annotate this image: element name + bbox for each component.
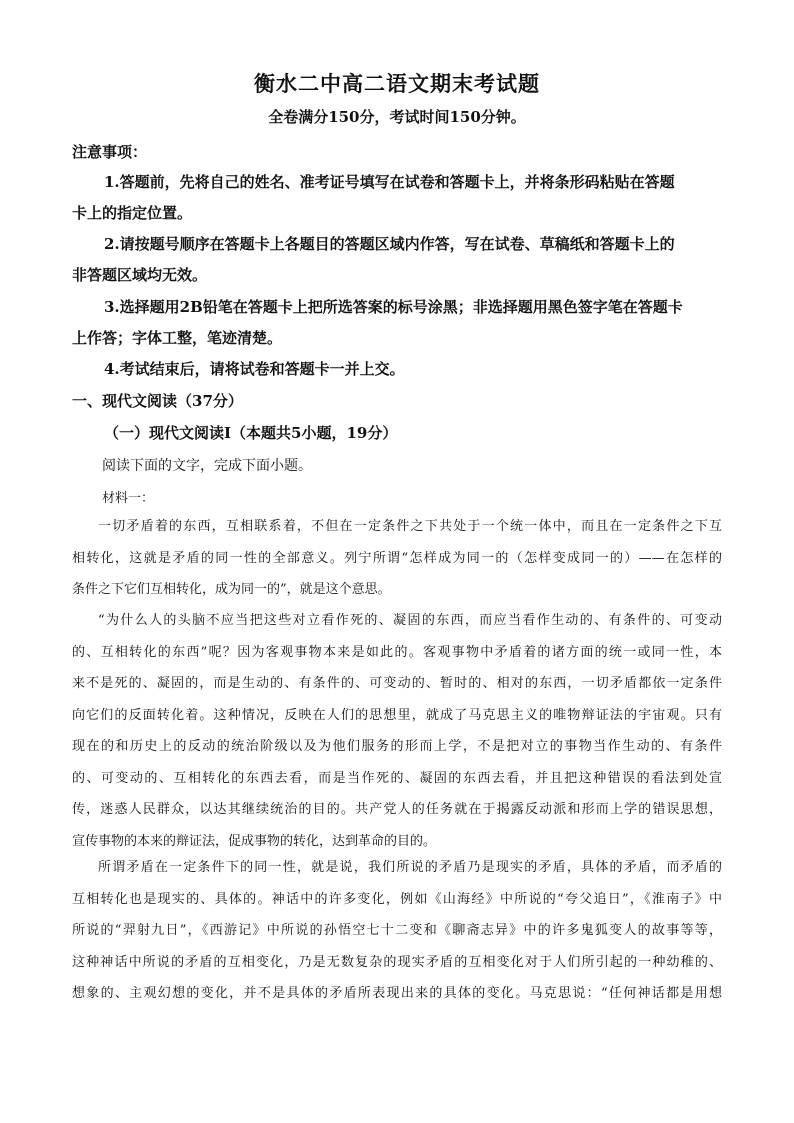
notice-heading: 注意事项：: [72, 143, 148, 161]
notice-item-1-cont: 卡上的指定位置。: [72, 204, 193, 222]
paragraph-3: [72, 852, 722, 1010]
notice-item-3-cont: 上作答；字体工整，笔迹清楚。: [72, 329, 283, 347]
notice-item-1: 1.答题前，先将自己的姓名、准考证号填写在试卷和答题卡上，并将条形码粘贴在答题: [104, 173, 675, 191]
paragraph-line: 所说的“羿射九日”，《西游记》中所说的孙悟空七十二变和《聊斋志异》中的许多鬼狐变人的故事等等，: [72, 923, 722, 938]
notice-item-2: 2.请按题号顺序在答题卡上各题目的答题区域内作答，写在试卷、草稿纸和答题卡上的: [104, 235, 675, 253]
notice-item-3: 3.选择题用2B铅笔在答题卡上把所选答案的标号涂黑；非选择题用黑色签字笔在答题卡: [104, 298, 683, 316]
paragraph-line: 现在的和历史上的反动的统治阶级以及为他们服务的形而上学，不是把对立的事物当作生动的、有条件: [72, 739, 722, 754]
reading-instruction: 阅读下面的文字，完成下面小题。: [102, 458, 312, 474]
paragraph-2: [72, 605, 722, 857]
page-title: 衡水二中高二语文期末考试题: [254, 71, 540, 96]
paragraph-line: 互相转化也是现实的、具体的。神话中的许多变化，例如《山海经》中所说的“夸父追日”，《淮南子》中: [72, 891, 722, 907]
paragraph-line: 所谓矛盾在一定条件下的同一性，就是说，我们所说的矛盾乃是现实的矛盾，具体的矛盾，而矛盾的: [98, 860, 722, 875]
paragraph-line: 想象的、主观幻想的变化，并不是具体的矛盾所表现出来的具体的变化。马克思说：“任何神话都是用想: [72, 986, 722, 1001]
section-heading: 一、现代文阅读（37分）: [72, 392, 243, 410]
paragraph-line: 的、可变动的、互相转化的东西去看，而是当作死的、凝固的东西去看，并且把这种错误的看法到处宣: [72, 770, 722, 786]
paragraph-line: 向它们的反面转化着。这种情况，反映在人们的思想里，就成了马克思主义的唯物辩证法的宇宙观。只有: [72, 707, 722, 723]
paragraph-line: “为什么人的头脑不应当把这些对立看作死的、凝固的东西，而应当看作生动的、有条件的、可变动: [98, 613, 722, 628]
notice-item-2-cont: 非答题区域均无效。: [72, 266, 208, 284]
subsection-heading: （一）现代文阅读Ⅰ（本题共5小题，19分）: [104, 424, 398, 442]
paragraph-line: 来不是死的、凝固的，而是生动的、有条件的、可变动的、暂时的、相对的东西，一切矛盾都依一定条件: [72, 676, 722, 691]
paragraph-line: 条件之下它们互相转化，成为同一的”，就是这个意思。: [72, 582, 391, 597]
paragraph-line: 的、互相转化的东西”呢？因为客观事物本来是如此的。客观事物中矛盾着的诸方面的统一或同一性，本: [72, 644, 722, 660]
paragraph-1: [72, 511, 722, 606]
paragraph-line: 这种神话中所说的矛盾的互相变化，乃是无数复杂的现实矛盾的互相变化对于人们所引起的一种幼稚的、: [72, 954, 722, 970]
paragraph-line: 相转化，这就是矛盾的同一性的全部意义。列宁所谓“怎样成为同一的（怎样变成同一的）——在怎样的: [72, 550, 722, 566]
paragraph-line: 宣传事物的本来的辩证法，促成事物的转化，达到革命的目的。: [72, 833, 437, 849]
notice-item-4: 4.考试结束后，请将试卷和答题卡一并上交。: [104, 360, 405, 378]
material-label: 材料一：: [102, 491, 155, 506]
exam-info: 全卷满分150分，考试时间150分钟。: [268, 108, 526, 126]
paragraph-line: 传，迷惑人民群众，以达其继续统治的目的。共产党人的任务就在于揭露反动派和形而上学的错误思想，: [72, 802, 722, 817]
paragraph-line: 一切矛盾着的东西，互相联系着，不但在一定条件之下共处于一个统一体中，而且在一定条件之下互: [98, 519, 722, 534]
